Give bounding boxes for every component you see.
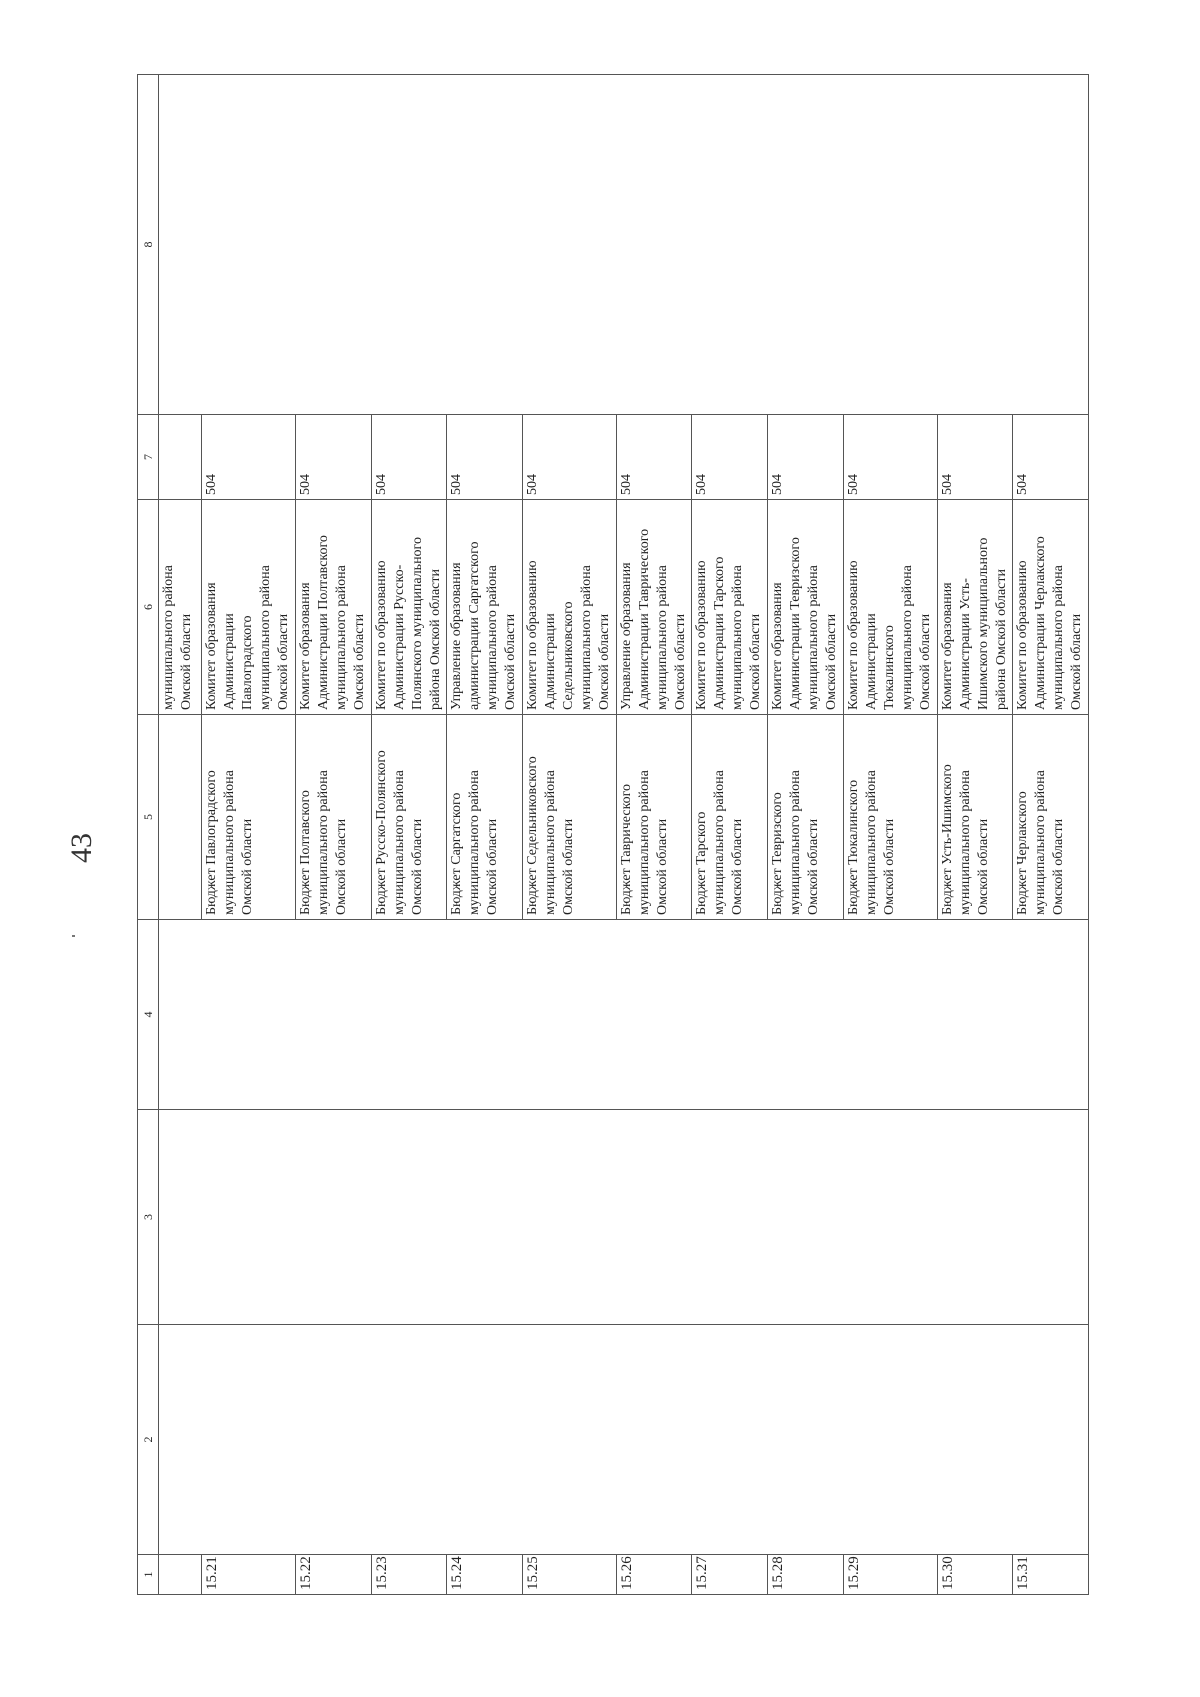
row-number: 15.29 — [843, 1555, 937, 1595]
col-number-4: 4 — [138, 920, 159, 1110]
administrator-name: Управление образования Администрации Таврического муниципального района Омской области — [616, 500, 692, 715]
column-number-row — [138, 75, 159, 1595]
continuation-row — [159, 75, 202, 1595]
budget-name: Бюджет Тевризского муниципального района Омской области — [768, 715, 844, 920]
row-number: 15.21 — [202, 1555, 296, 1595]
cell-col3 — [159, 1110, 1089, 1325]
chapter-code: 504 — [447, 415, 523, 500]
chapter-code: 504 — [1013, 415, 1089, 500]
chapter-code: 504 — [202, 415, 296, 500]
budget-name: Бюджет Таврического муниципального района Омской области — [616, 715, 692, 920]
budget-table — [137, 74, 1089, 1595]
administrator-name: Комитет образования Администрации Усть- Ишимского муниципального района Омской области — [937, 500, 1013, 715]
col-number-2: 2 — [138, 1325, 159, 1555]
chapter-code: 504 — [616, 415, 692, 500]
page-number: 43 — [65, 833, 98, 863]
col-number-7: 7 — [138, 415, 159, 500]
cell-admin-continuation: муниципального района Омской области — [159, 500, 202, 715]
col-number-5: 5 — [138, 715, 159, 920]
row-number: 15.26 — [616, 1555, 692, 1595]
budget-name: Бюджет Русско-Полянского муниципального района Омской области — [371, 715, 447, 920]
budget-name: Бюджет Саргатского муниципального района Омской области — [447, 715, 523, 920]
administrator-name: Комитет образования Администрации Павлоградского муниципального района Омской области — [202, 500, 296, 715]
cell — [159, 715, 202, 920]
administrator-name: Комитет по образованию Администрации Тюкалинского муниципального района Омской области — [843, 500, 937, 715]
row-number: 15.27 — [692, 1555, 768, 1595]
row-number: 15.25 — [522, 1555, 616, 1595]
budget-name: Бюджет Черлакского муниципального района Омской области — [1013, 715, 1089, 920]
chapter-code: 504 — [295, 415, 371, 500]
administrator-name: Комитет по образованию Администрации Черлакского муниципального района Омской области — [1013, 500, 1089, 715]
rotated-page-content — [137, 75, 1089, 1595]
administrator-name: Управление образования администрации Саргатского муниципального района Омской области — [447, 500, 523, 715]
row-number: 15.24 — [447, 1555, 523, 1595]
col-number-1: 1 — [138, 1555, 159, 1595]
administrator-name: Комитет образования Администрации Тевризского муниципального района Омской области — [768, 500, 844, 715]
budget-name: Бюджет Тарского муниципального района Омской области — [692, 715, 768, 920]
budget-name: Бюджет Седельниковского муниципального района Омской области — [522, 715, 616, 920]
chapter-code: 504 — [371, 415, 447, 500]
budget-name: Бюджет Павлоградского муниципального района Омской области — [202, 715, 296, 920]
cell-col4 — [159, 920, 1089, 1110]
administrator-name: Комитет образования Администрации Полтавского муниципального района Омской области — [295, 500, 371, 715]
cell — [159, 415, 202, 500]
budget-name: Бюджет Усть-Ишимского муниципального района Омской области — [937, 715, 1013, 920]
cell — [159, 1555, 202, 1595]
administrator-name: Комитет по образованию Администрации Тарского муниципального района Омской области — [692, 500, 768, 715]
budget-name: Бюджет Тюкалинского муниципального района Омской области — [843, 715, 937, 920]
col-number-8: 8 — [138, 75, 159, 415]
row-number: 15.31 — [1013, 1555, 1089, 1595]
row-number: 15.28 — [768, 1555, 844, 1595]
col-number-6: 6 — [138, 500, 159, 715]
budget-name: Бюджет Полтавского муниципального района Омской области — [295, 715, 371, 920]
chapter-code: 504 — [522, 415, 616, 500]
chapter-code: 504 — [692, 415, 768, 500]
row-number: 15.30 — [937, 1555, 1013, 1595]
cell-col2 — [159, 1325, 1089, 1555]
chapter-code: 504 — [768, 415, 844, 500]
col-number-3: 3 — [138, 1110, 159, 1325]
cell-col8 — [159, 75, 1089, 415]
chapter-code: 504 — [843, 415, 937, 500]
row-number: 15.22 — [295, 1555, 371, 1595]
administrator-name: Комитет по образованию Администрации Седельниковского муниципального района Омской области — [522, 500, 616, 715]
administrator-name: Комитет по образованию Администрации Русско- Полянского муниципального района Омской области — [371, 500, 447, 715]
scan-speck — [72, 935, 75, 937]
chapter-code: 504 — [937, 415, 1013, 500]
row-number: 15.23 — [371, 1555, 447, 1595]
